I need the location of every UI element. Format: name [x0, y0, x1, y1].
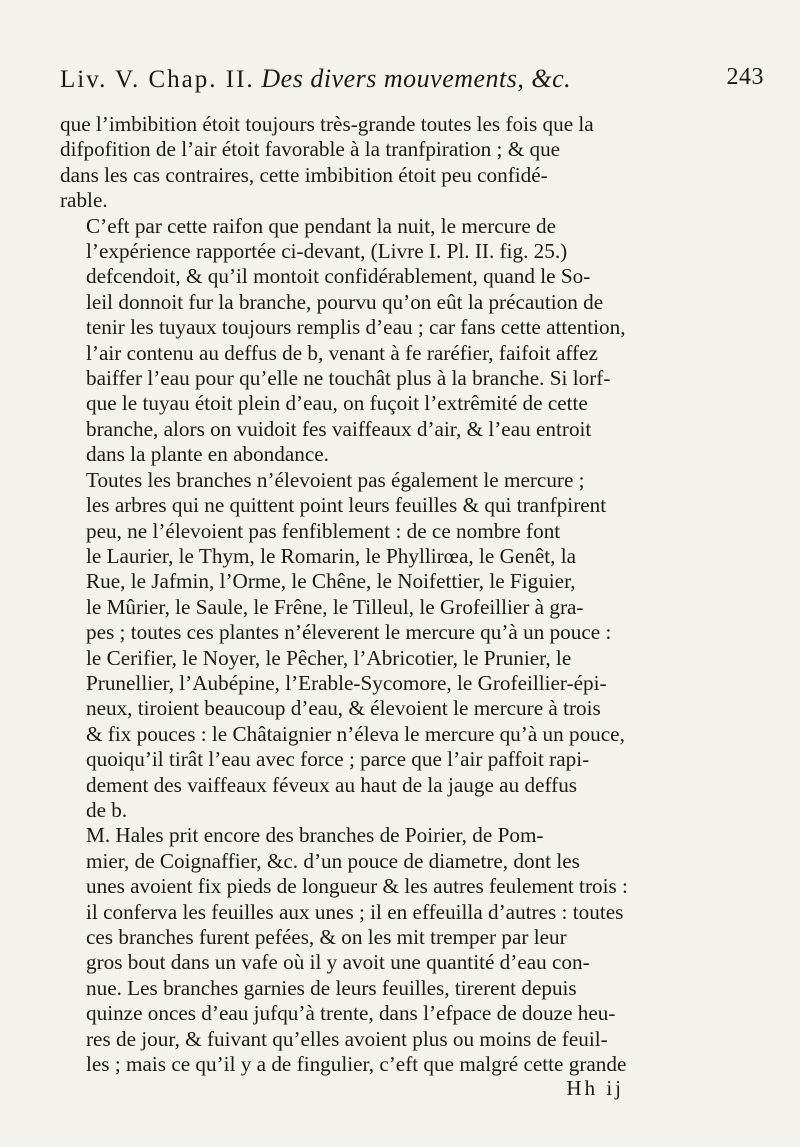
text-line: Rue, le Jafmin, l’Orme, le Chêne, le Noifettier, le Figuier,: [86, 569, 576, 594]
text-line: les arbres qui ne quittent point leurs feuilles & qui tranfpirent: [86, 493, 607, 518]
text-line: tenir les tuyaux toujours remplis d’eau ; car fans cette attention,: [86, 315, 626, 340]
text-line: ces branches furent pefées, & on les mit tremper par leur: [86, 925, 567, 949]
text-line: leil donnoit fur la branche, pourvu qu’on eût la précaution de: [86, 289, 604, 314]
text-line: l’expérience rapportée ci-devant, (Livre I. Pl. II. fig. 25.): [86, 239, 568, 264]
text-line: l’air contenu au deffus de b, venant à fe raréfier, faifoit affez: [86, 340, 598, 365]
text-line: le Laurier, le Thym, le Romarin, le Phyllirœa, le Genêt, la: [86, 543, 577, 568]
page-number: 243: [726, 64, 764, 90]
text-line: C’eft par cette raifon que pendant la nuit, le mercure de: [86, 213, 557, 238]
text-line: peu, ne l’élevoient pas fenfiblement : de ce nombre font: [86, 518, 561, 543]
text-line: & fix pouces : le Châtaignier n’éleva le mercure qu’à un pouce,: [86, 721, 625, 746]
paragraph: [60, 468, 772, 824]
running-head-chapter: [60, 64, 571, 94]
signature-mark: Hh ij: [566, 1076, 624, 1101]
text-line: neux, tiroient beaucoup d’eau, & élevoient le mercure à trois: [86, 696, 601, 721]
text-line: res de jour, & fuivant qu’elles avoient plus ou moins de feuil-: [86, 1026, 608, 1051]
paragraph: [60, 823, 772, 1077]
text-line: Prunellier, l’Aubépine, l’Erable-Sycomore, le Grofeillier-épi-: [86, 670, 607, 695]
text-line: dement des vaiffeaux féveux au haut de la jauge au deffus: [86, 772, 578, 797]
text-line: de b.: [86, 797, 128, 822]
text-line: M. Hales prit encore des branches de Poirier, de Pom-: [86, 823, 544, 848]
body-text: [60, 112, 772, 1077]
book-page: [60, 58, 772, 1099]
text-line: les ; mais ce qu’il y a de fingulier, c’eft que malgré cette grande: [86, 1052, 627, 1077]
paragraph: [60, 112, 772, 214]
text-line: defcendoit, & qu’il montoit confidérablement, quand le So-: [86, 264, 591, 289]
text-line: nue. Les branches garnies de leurs feuilles, tirerent depuis: [86, 975, 577, 1000]
text-line: quinze onces d’eau jufqu’à trente, dans l’efpace de douze heu-: [86, 1001, 616, 1026]
text-line: le Cerifier, le Noyer, le Pêcher, l’Abricotier, le Prunier, le: [86, 645, 572, 670]
text-line: branche, alors on vuidoit fes vaiffeaux d’air, & l’eau entroit: [86, 416, 592, 441]
running-head-title: Des divers mouvements, &c.: [261, 64, 572, 93]
text-line: Toutes les branches n’élevoient pas également le mercure ;: [86, 467, 585, 492]
text-line: que l’imbibition étoit toujours très-grande toutes les fois que la: [60, 112, 594, 136]
text-line: le Mûrier, le Saule, le Frêne, le Tilleul, le Grofeillier à gra-: [86, 594, 584, 619]
text-line: mier, de Coignaffier, &c. d’un pouce de diametre, dont les: [86, 848, 580, 873]
chapter-reference: Liv. V. Chap. II.: [60, 66, 255, 93]
text-line: pes ; toutes ces plantes n’éleverent le mercure qu’à un pouce :: [86, 620, 612, 645]
text-line: il conferva les feuilles aux unes ; il en effeuilla d’autres : toutes: [86, 899, 624, 924]
paragraph: [60, 214, 772, 468]
text-line: unes avoient fix pieds de longueur & les autres feulement trois :: [86, 874, 628, 899]
text-line: dans les cas contraires, cette imbibition étoit peu confidé-: [60, 162, 548, 187]
text-line: que le tuyau étoit plein d’eau, on fuçoit l’extrêmité de cette: [86, 391, 588, 416]
text-line: quoiqu’il tirât l’eau avec force ; parce que l’air paffoit rapi-: [86, 747, 590, 772]
text-line: dans la plante en abondance.: [86, 442, 329, 467]
text-line: difpofition de l’air étoit favorable à la tranfpiration ; & que: [60, 137, 561, 162]
running-head: [60, 58, 772, 106]
text-line: gros bout dans un vafe où il y avoit une quantité d’eau con-: [86, 950, 590, 975]
text-line: baiffer l’eau pour qu’elle ne touchât plus à la branche. Si lorf-: [86, 366, 611, 391]
text-line: rable.: [60, 188, 108, 213]
